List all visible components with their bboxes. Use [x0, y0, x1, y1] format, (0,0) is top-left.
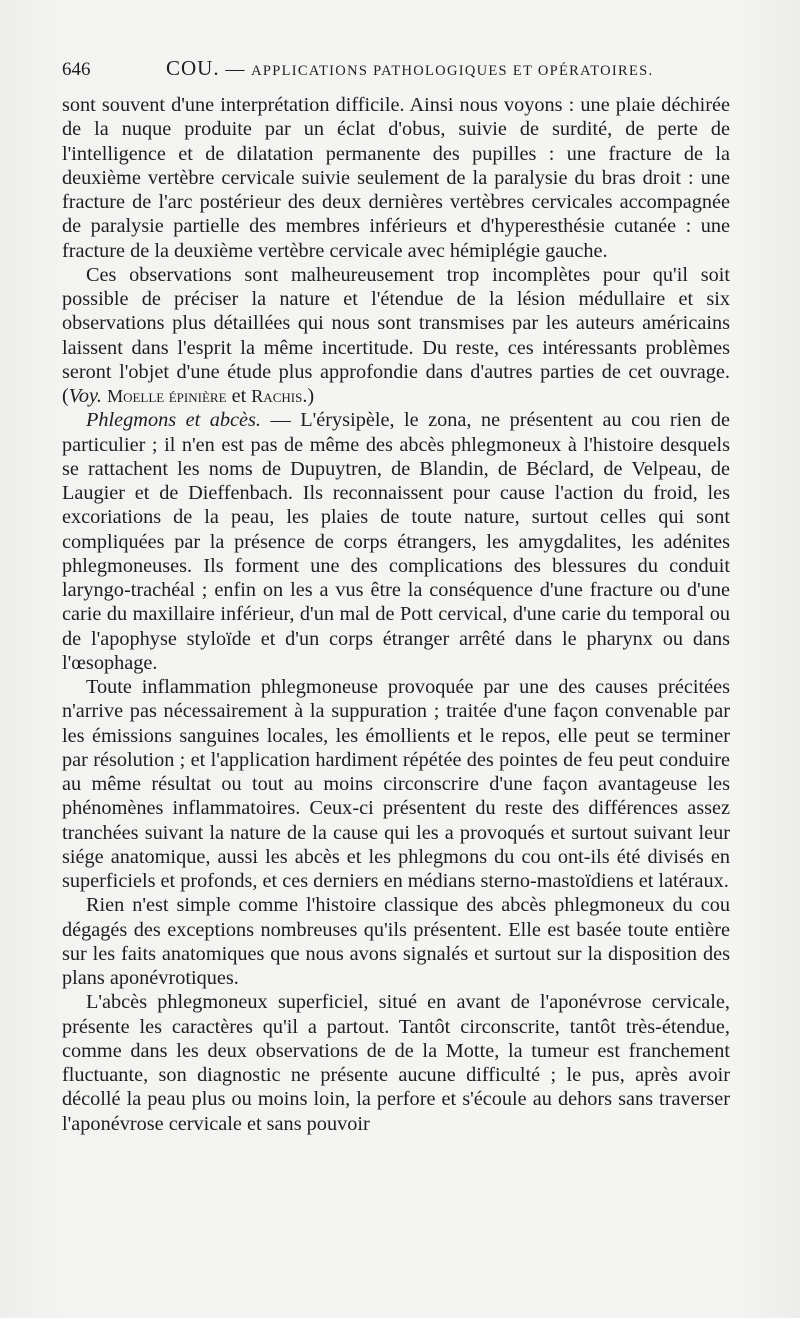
cross-reference-moelle: Moelle épinière	[107, 386, 227, 406]
cross-reference-rachis: Rachis	[251, 386, 303, 406]
paragraph-3-text: — L'érysipèle, le zona, ne présentent au cou rien de particulier ; il n'en est pas de même des abcès phlegmoneux à l'histoire desquels se rattachent les noms de Dupuytren, de Blandin, de Béclard, de Velpeau, de Laugier et de Dieffenbach. Ils reconnaissent pour cause l'action du froid, les excoriations de la peau, les plaies de toute nature, surtout celles qui sont compliquées par la présence de corps étrangers, les amygdalites, les adénites phlegmoneuses. Ils forment une des complications des blessures du conduit laryngo-trachéal ; enfin on les a vus être la conséquence d'une fracture ou d'une carie du maxillaire inférieur, d'un mal de Pott cervical, d'une carie du temporal ou de l'apophyse styloïde et d'un corps étranger arrêté dans le pharynx ou dans l'œsophage.	[62, 409, 730, 674]
paragraph-6: L'abcès phlegmoneux superficiel, situé en avant de l'aponévrose cervicale, présente les caractères qu'il a partout. Tantôt circonscrite, tantôt très-étendue, comme dans les deux observations de de la Motte, la tumeur est franchement fluctuante, son diagnostic ne présente aucune difficulté ; le pus, après avoir décollé la peau plus ou moins loin, la perfore et s'écoule au dehors sans traverser l'aponévrose cervicale et sans pouvoir	[62, 991, 730, 1135]
paragraph-4: Toute inflammation phlegmoneuse provoquée par une des causes précitées n'arrive pas nécessairement à la suppuration ; traitée d'une façon convenable par les émissions sanguines locales, les émollients et le repos, elle peut se terminer par résolution ; et l'application hardiment répétée des pointes de feu peut conduire au même résultat ou tout au moins circonscrire d'une façon avantageuse les phénomènes inflammatoires. Ceux-ci présentent du reste des différences assez tranchées suivant la nature de la cause qui les a provoqués et surtout suivant leur siége anatomique, aussi les abcès et les phlegmons du cou ont-ils été divisés en superficiels et profonds, et ces derniers en médians sterno-mastoïdiens et latéraux.	[62, 676, 730, 892]
header-dash: —	[225, 59, 246, 80]
subsection-title: Phlegmons et abcès.	[86, 409, 261, 432]
header-subtitle: APPLICATIONS PATHOLOGIQUES ET OPÉRATOIRES.	[251, 63, 654, 79]
section-name: COU.	[166, 56, 220, 80]
paragraph-2	[62, 263, 730, 409]
running-title	[166, 56, 653, 81]
paragraph-5: Rien n'est simple comme l'histoire classique des abcès phlegmoneux du cou dégagés des exceptions nombreuses qu'ils présentent. Elle est basée toute entière sur les faits anatomiques que nous avons signalés et surtout sur la disposition des plans aponévrotiques.	[62, 894, 730, 989]
paragraph-3	[62, 408, 730, 675]
body-text	[62, 93, 730, 1136]
paragraph-2-end: .)	[302, 385, 315, 407]
paragraph-2-text: Ces observations sont malheureusement trop incomplètes pour qu'il soit possible de préciser la nature et l'étendue de la lésion médullaire et six observations plus détaillées qui nous sont transmises par les auteurs américains laissent dans l'esprit la même incertitude. Du reste, ces intéressants problèmes seront l'objet d'une étude plus approfondie dans d'autres parties de cet ouvrage. (	[62, 263, 730, 407]
page-number: 646	[62, 59, 91, 80]
running-header	[62, 56, 732, 81]
voy-reference: Voy.	[68, 385, 102, 407]
paragraph-1: sont souvent d'une interprétation difficile. Ainsi nous voyons : une plaie déchirée de la nuque produite par un éclat d'obus, suivie de surdité, de perte de l'intelligence et de dilatation permanente des pupilles : une fracture de la deuxième vertèbre cervicale suivie seulement de la paralysie du bras droit : une fracture de l'arc postérieur des deux dernières vertèbres cervicales accompagnée de paralysie partielle des membres inférieurs et d'hyperesthésie cutanée : une fracture de la deuxième vertèbre cervicale avec hémiplégie gauche.	[62, 94, 730, 262]
cross-reference-et: et	[226, 385, 252, 407]
